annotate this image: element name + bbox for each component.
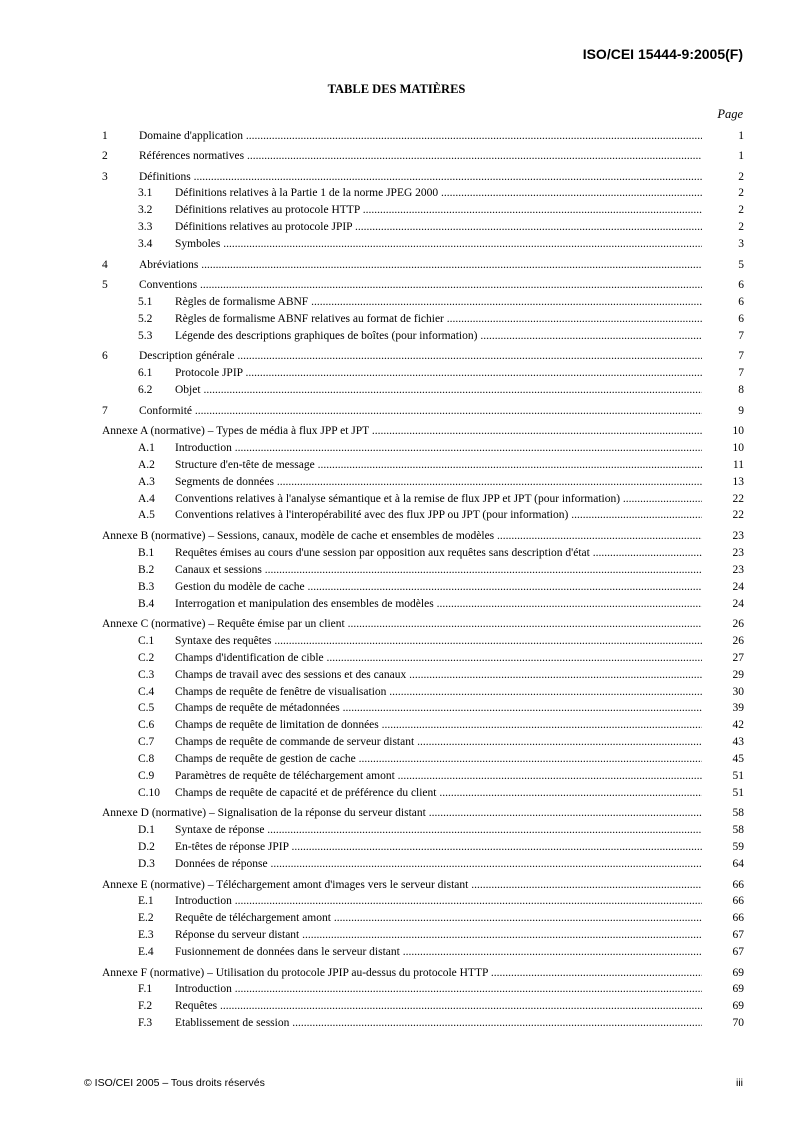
toc-entry[interactable] — [102, 839, 744, 856]
toc-entry-page: 67 — [732, 929, 744, 942]
toc-entry-page: 22 — [732, 492, 744, 505]
toc-entry-title[interactable]: Conventions relatives à l'analyse sémantique et à la remise de flux JPP et JPT (pour information) ..... — [175, 491, 702, 508]
toc-entry[interactable] — [102, 423, 744, 440]
toc-entry-number: C.3 — [138, 668, 155, 681]
toc-entry-number: 6.1 — [138, 367, 153, 380]
toc-entry[interactable] — [102, 382, 744, 399]
toc-entry[interactable] — [102, 877, 744, 894]
toc-entry-page: 66 — [732, 878, 744, 891]
toc-entry-page: 26 — [732, 617, 744, 630]
toc-entry[interactable] — [102, 328, 744, 345]
toc-entry-page: 51 — [732, 786, 744, 799]
toc-entry-title[interactable]: Canaux et sessions ..... — [175, 562, 702, 579]
footer-page-number: iii — [736, 1077, 743, 1089]
toc-entry-page: 3 — [738, 238, 744, 251]
toc-entry-title[interactable]: Règles de formalisme ABNF relatives au format de fichier ..... — [175, 311, 702, 328]
toc-entry-title[interactable]: Données de réponse ..... — [175, 856, 702, 873]
toc-entry-page: 7 — [738, 367, 744, 380]
toc-entry-number: 6 — [102, 350, 108, 363]
toc-entry-title[interactable]: Champs de requête de fenêtre de visualisation ..... — [175, 684, 702, 701]
toc-entry[interactable] — [102, 768, 744, 785]
toc-entry[interactable] — [102, 734, 744, 751]
toc-entry-page: 8 — [738, 384, 744, 397]
toc-entry-number: B.4 — [138, 597, 155, 610]
toc-entry[interactable] — [102, 128, 744, 145]
toc-entry[interactable] — [102, 528, 744, 545]
toc-entry[interactable] — [102, 545, 744, 562]
toc-entry-number: 5.3 — [138, 329, 153, 342]
toc-entry-title[interactable]: Introduction ..... — [175, 893, 702, 910]
toc-entry-number: D.1 — [138, 824, 155, 837]
toc-entry-page: 7 — [738, 350, 744, 363]
toc-entry-page: 2 — [738, 221, 744, 234]
toc-entry[interactable] — [102, 751, 744, 768]
toc-entry-number: C.9 — [138, 770, 155, 782]
toc-entry-title[interactable]: Champs d'identification de cible ..... — [175, 650, 702, 667]
toc-entry[interactable] — [102, 856, 744, 873]
toc-entry-title[interactable]: Conformité ..... — [139, 403, 702, 420]
toc-entry-title[interactable]: Conventions ..... — [139, 277, 702, 294]
toc-entry-page: 10 — [732, 441, 744, 454]
toc-entry-number: 5.2 — [138, 312, 153, 325]
toc-entry-page: 2 — [738, 204, 744, 217]
toc-entry-number: C.5 — [138, 702, 155, 715]
toc-entry-number: C.2 — [138, 651, 155, 664]
toc-entry-title[interactable]: Structure d'en-tête de message ..... — [175, 457, 702, 474]
toc-entry-title[interactable]: Paramètres de requête de téléchargement amont ..... — [175, 768, 702, 785]
toc-entry[interactable] — [102, 981, 744, 998]
toc-entry[interactable] — [102, 562, 744, 579]
toc-entry-number: C.7 — [138, 736, 155, 749]
toc-entry-number: 3.1 — [138, 187, 153, 200]
toc-entry-page: 6 — [738, 312, 744, 325]
toc-entry[interactable] — [102, 893, 744, 910]
toc-entry-page: 66 — [732, 912, 744, 925]
toc-entry-page: 2 — [738, 187, 744, 200]
toc-entry-title[interactable]: Etablissement de session ..... — [175, 1015, 702, 1032]
toc-entry-number: 5 — [102, 279, 108, 292]
toc-entry-number: F.2 — [138, 1000, 153, 1013]
toc-entry[interactable] — [102, 717, 744, 734]
toc-entry[interactable] — [102, 257, 744, 274]
toc-entry-number: 4 — [102, 258, 108, 271]
toc-entry[interactable] — [102, 440, 744, 457]
toc-entry-number: A.3 — [138, 475, 155, 488]
toc-entry-title[interactable]: Champs de requête de capacité et de préférence du client ..... — [175, 785, 702, 802]
toc-entry-title[interactable]: Définitions relatives au protocole JPIP ..... — [175, 219, 702, 236]
toc-entry[interactable] — [102, 650, 744, 667]
page-column-label: Page — [717, 107, 743, 121]
toc-entry-page: 5 — [738, 258, 744, 271]
toc-entry-page: 64 — [732, 858, 744, 871]
toc-entry[interactable] — [102, 507, 744, 524]
toc-entry-page: 30 — [732, 685, 744, 698]
toc-entry[interactable] — [102, 579, 744, 596]
toc-entry-title[interactable]: Annexe C (normative) – Requête émise par un client ..... — [102, 616, 702, 633]
toc-entry[interactable] — [102, 365, 744, 382]
toc-entry-title[interactable]: Annexe F (normative) – Utilisation du protocole JPIP au-dessus du protocole HTTP ..... — [102, 965, 702, 982]
toc-entry-page: 6 — [738, 279, 744, 292]
toc-entry-title[interactable]: Description générale ..... — [139, 348, 702, 365]
toc-entry-page: 1 — [738, 129, 744, 142]
toc-entry[interactable] — [102, 700, 744, 717]
toc-entry-page: 42 — [732, 719, 744, 732]
toc-entry-page: 59 — [732, 841, 744, 854]
toc-entry-number: 3.4 — [138, 238, 153, 251]
toc-entry[interactable] — [102, 633, 744, 650]
toc-entry-page: 66 — [732, 895, 744, 908]
toc-entry-page: 2 — [738, 170, 744, 183]
toc-entry-number: B.2 — [138, 563, 155, 576]
toc-entry-page: 7 — [738, 329, 744, 342]
toc-entry-number: 3.3 — [138, 221, 153, 234]
toc-entry-title[interactable]: Règles de formalisme ABNF ..... — [175, 294, 702, 311]
toc-entry-number: 3 — [102, 170, 108, 183]
toc-entry-number: B.3 — [138, 580, 155, 593]
toc-entry-number: C.10 — [138, 786, 161, 799]
toc-entry-number: 7 — [102, 404, 108, 417]
toc-entry-page: 69 — [732, 1000, 744, 1013]
toc-entry-page: 23 — [732, 546, 744, 559]
toc-entry[interactable] — [102, 474, 744, 491]
toc-entry[interactable] — [102, 927, 744, 944]
toc-entry-title[interactable]: Réponse du serveur distant ..... — [175, 927, 702, 944]
toc-entry-number: 6.2 — [138, 384, 153, 397]
toc-entry[interactable] — [102, 998, 744, 1015]
toc-entry[interactable] — [102, 169, 744, 186]
toc-entry-title[interactable]: Syntaxe des requêtes ..... — [175, 633, 702, 650]
toc-entry-page: 23 — [732, 563, 744, 576]
toc-entry-number: E.3 — [138, 929, 154, 942]
toc-entry-title[interactable]: Champs de requête de métadonnées ..... — [175, 700, 702, 717]
toc-entry[interactable] — [102, 202, 744, 219]
toc-entry-title[interactable]: Introduction ..... — [175, 440, 702, 457]
toc-entry-page: 23 — [732, 529, 744, 542]
toc-entry-title[interactable]: Conventions relatives à l'interopérabilité avec des flux JPP ou JPT (pour information) ..... — [175, 507, 702, 524]
toc-entry-title[interactable]: Champs de requête de commande de serveur distant ..... — [175, 734, 702, 751]
toc-entry[interactable] — [102, 805, 744, 822]
toc-entry-title[interactable]: Abréviations ..... — [139, 257, 702, 274]
toc-entry-title[interactable]: Champs de requête de limitation de données ..... — [175, 717, 702, 734]
toc-entry[interactable] — [102, 616, 744, 633]
toc-entry-page: 26 — [732, 634, 744, 647]
toc-entry[interactable] — [102, 822, 744, 839]
toc-entry-number: 3.2 — [138, 204, 153, 217]
toc-entry-title[interactable]: Annexe A (normative) – Types de média à flux JPP et JPT ..... — [102, 423, 702, 440]
toc-entry-page: 69 — [732, 966, 744, 979]
toc-entry-page: 69 — [732, 983, 744, 996]
toc-entry-title[interactable]: Références normatives ..... — [139, 148, 702, 165]
toc-entry-number: 1 — [102, 129, 108, 142]
toc-entry-page: 22 — [732, 509, 744, 522]
toc-entry-title[interactable]: Définitions relatives au protocole HTTP ..... — [175, 202, 702, 219]
toc-entry-number: E.4 — [138, 946, 154, 959]
toc-entry-page: 24 — [732, 580, 744, 593]
toc-entry-number: C.1 — [138, 634, 155, 647]
toc-entry[interactable] — [102, 294, 744, 311]
toc-entry-number: C.6 — [138, 719, 155, 732]
toc-entry-number: B.1 — [138, 546, 155, 559]
toc-entry-title[interactable]: Annexe E (normative) – Téléchargement amont d'images vers le serveur distant ..... — [102, 877, 702, 894]
toc-entry-number: A.2 — [138, 458, 155, 471]
toc-entry-number: F.1 — [138, 983, 153, 996]
toc-entry[interactable] — [102, 944, 744, 961]
toc-entry-number: A.5 — [138, 509, 155, 522]
toc-entry-number: E.1 — [138, 895, 154, 908]
toc-entry[interactable] — [102, 684, 744, 701]
toc-entry-number: 5.1 — [138, 295, 153, 308]
toc-entry-page: 43 — [732, 736, 744, 749]
toc-entry-page: 24 — [732, 597, 744, 610]
toc-entry[interactable] — [102, 965, 744, 982]
toc-entry[interactable] — [102, 596, 744, 613]
toc-entry[interactable] — [102, 910, 744, 927]
toc-entry-title[interactable]: Interrogation et manipulation des ensembles de modèles ..... — [175, 596, 702, 613]
toc-entry-number: C.8 — [138, 753, 155, 766]
toc-entry-number: F.3 — [138, 1017, 153, 1030]
toc-entry-title[interactable]: Champs de travail avec des sessions et des canaux ..... — [175, 667, 702, 684]
toc-entry-number: E.2 — [138, 912, 154, 925]
toc-entry-title[interactable]: Définitions ..... — [139, 169, 702, 186]
toc-entry-title[interactable]: Légende des descriptions graphiques de boîtes (pour information) ..... — [175, 328, 702, 345]
document-id: ISO/CEI 15444-9:2005(F) — [582, 46, 743, 62]
toc-entry-page: 10 — [732, 425, 744, 437]
toc-entry-title[interactable]: Protocole JPIP ..... — [175, 365, 702, 382]
toc-entry-number: A.4 — [138, 492, 155, 505]
toc-entry-page: 13 — [732, 475, 744, 488]
toc-entry-number: D.3 — [138, 858, 155, 871]
toc-entry[interactable] — [102, 236, 744, 253]
toc-entry[interactable] — [102, 491, 744, 508]
toc-entry-title[interactable]: Champs de requête de gestion de cache ..... — [175, 751, 702, 768]
toc-entry-page: 39 — [732, 702, 744, 715]
toc-entry-page: 11 — [732, 458, 744, 471]
toc-entry-title[interactable]: Objet ..... — [175, 382, 702, 399]
toc-entry-page: 29 — [732, 668, 744, 681]
toc-entry-page: 6 — [738, 295, 744, 308]
toc-entry-title[interactable]: Requête de téléchargement amont ..... — [175, 910, 702, 927]
toc-entry-title[interactable]: Annexe D (normative) – Signalisation de la réponse du serveur distant ..... — [102, 805, 702, 822]
toc-entry-page: 27 — [732, 651, 744, 664]
toc-entry[interactable] — [102, 403, 744, 420]
table-of-contents — [102, 124, 744, 1032]
toc-entry[interactable] — [102, 1015, 744, 1032]
toc-entry-title[interactable]: Segments de données ..... — [175, 474, 702, 491]
toc-entry[interactable] — [102, 348, 744, 365]
toc-entry-page: 9 — [738, 404, 744, 417]
toc-entry-title[interactable]: En-têtes de réponse JPIP ..... — [175, 839, 702, 856]
toc-entry-title[interactable]: Syntaxe de réponse ..... — [175, 822, 702, 839]
toc-entry-title[interactable]: Domaine d'application ..... — [139, 128, 702, 145]
toc-entry[interactable] — [102, 148, 744, 165]
toc-entry-title[interactable]: Requêtes ..... — [175, 998, 702, 1015]
toc-entry[interactable] — [102, 785, 744, 802]
toc-entry-number: A.1 — [138, 441, 155, 454]
toc-entry-page: 45 — [732, 753, 744, 766]
toc-entry[interactable] — [102, 311, 744, 328]
toc-entry-page: 58 — [732, 807, 744, 820]
toc-entry[interactable] — [102, 667, 744, 684]
toc-entry-title[interactable]: Définitions relatives à la Partie 1 de la norme JPEG 2000 ..... — [175, 185, 702, 202]
toc-entry-number: D.2 — [138, 841, 155, 854]
toc-entry-title[interactable]: Symboles ..... — [175, 236, 702, 253]
footer-copyright: © ISO/CEI 2005 – Tous droits réservés — [84, 1077, 265, 1089]
toc-entry-title[interactable]: Introduction ..... — [175, 981, 702, 998]
toc-entry[interactable] — [102, 185, 744, 202]
toc-entry-title[interactable]: Requêtes émises au cours d'une session par opposition aux requêtes sans description d'état ..... — [175, 545, 702, 562]
toc-entry-page: 51 — [732, 770, 744, 782]
toc-entry-title[interactable]: Annexe B (normative) – Sessions, canaux, modèle de cache et ensembles de modèles ..... — [102, 528, 702, 545]
toc-entry[interactable] — [102, 219, 744, 236]
toc-entry-page: 67 — [732, 946, 744, 959]
toc-entry-title[interactable]: Gestion du modèle de cache ..... — [175, 579, 702, 596]
toc-entry-page: 70 — [732, 1017, 744, 1030]
toc-entry-number: C.4 — [138, 685, 155, 698]
toc-entry-page: 58 — [732, 824, 744, 837]
toc-entry-page: 1 — [738, 150, 744, 163]
page-title: TABLE DES MATIÈRES — [327, 82, 466, 96]
toc-entry-title[interactable]: Fusionnement de données dans le serveur distant ..... — [175, 944, 702, 961]
toc-entry[interactable] — [102, 277, 744, 294]
toc-entry-number: 2 — [102, 150, 108, 163]
toc-entry[interactable] — [102, 457, 744, 474]
